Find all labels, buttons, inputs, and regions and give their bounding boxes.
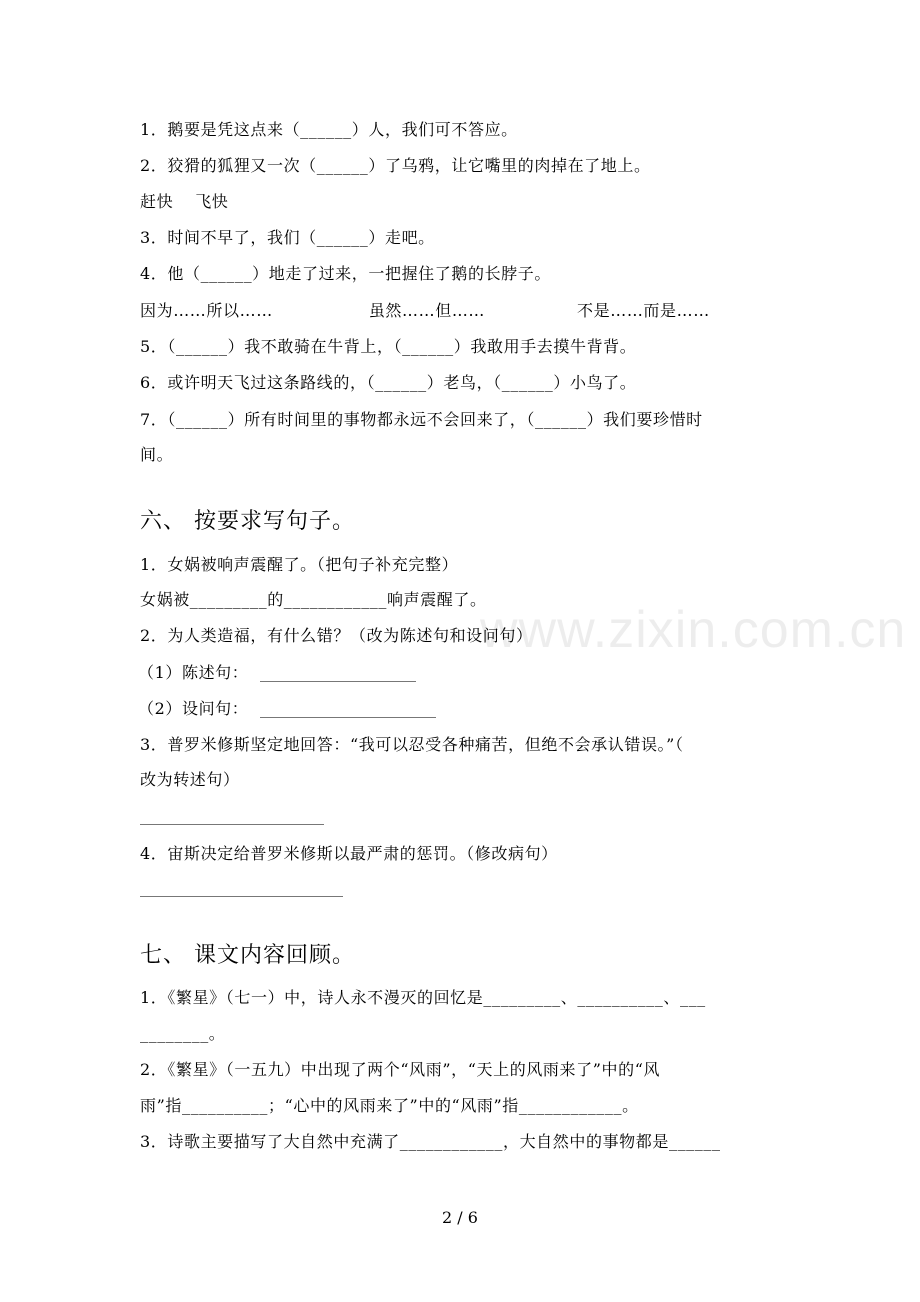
section-7-heading: 七、 课文内容回顾。 [140,943,355,968]
question-6-2-a: （1）陈述句： [138,663,249,682]
question-7-1: 1．《繁星》（七一）中，诗人永不漫灭的回忆是_________、__________、___ [140,988,706,1007]
question-5-5: 5．（______）我不敢骑在牛背上，（______）我敢用手去摸牛背背。 [140,337,637,356]
question-5-2: 2．狡猾的狐狸又一次（______）了乌鸦，让它嘴里的肉掉在了地上。 [140,156,651,175]
word-choice: 不是……而是…… [577,301,710,320]
word-choice: 因为……所以…… [140,301,273,320]
question-6-1: 1．女娲被响声震醒了。（把句子补充完整） [140,555,459,574]
word-choice: 赶快 [140,192,174,211]
page-number: 2 / 6 [442,1208,478,1227]
question-6-1-answer: 女娲被_________的____________响声震醒了。 [140,590,487,609]
section-6-heading: 六、 按要求写句子。 [140,509,355,534]
question-6-4: 4．宙斯决定给普罗米修斯以最严肃的惩罚。（修改病句） [140,844,558,863]
word-choice: 虽然……但…… [368,301,486,320]
word-choice: 飞快 [195,192,229,211]
answer-line [260,717,436,718]
question-6-2-b: （2）设问句： [138,699,249,718]
question-5-7-continued: 间。 [140,445,174,464]
question-7-2-continued: 雨”指__________；“心中的风雨来了”中的“风雨”指____________。 [140,1096,639,1115]
question-5-6: 6．或许明天飞过这条路线的，（______）老鸟，（______）小鸟了。 [140,373,637,392]
question-7-3: 3．诗歌主要描写了大自然中充满了____________，大自然中的事物都是______ [140,1132,721,1151]
question-7-2: 2．《繁星》（一五九）中出现了两个“风雨”，“天上的风雨来了”中的“风 [140,1060,661,1079]
question-6-2: 2．为人类造福，有什么错？（改为陈述句和设问句） [140,626,533,645]
answer-line [140,896,343,897]
question-6-3: 3．普罗米修斯坚定地回答：“我可以忍受各种痛苦，但绝不会承认错误。”（ [140,735,684,754]
question-5-7: 7．（______）所有时间里的事物都永远不会回来了，（______）我们要珍惜时 [140,410,703,429]
watermark: www.zixin.com.cn [480,601,907,659]
question-6-3-continued: 改为转述句） [140,770,240,789]
question-5-3: 3．时间不早了，我们（______）走吧。 [140,228,435,247]
word-choices-1 [140,192,228,212]
answer-line [260,681,416,682]
question-5-4: 4．他（______）地走了过来，一把握住了鹅的长脖子。 [140,264,551,283]
question-5-1: 1．鹅要是凭这点来（______）人，我们可不答应。 [140,120,518,139]
question-7-1-continued: ________。 [140,1024,226,1043]
word-choices-2 [140,301,710,321]
answer-line [140,824,324,825]
